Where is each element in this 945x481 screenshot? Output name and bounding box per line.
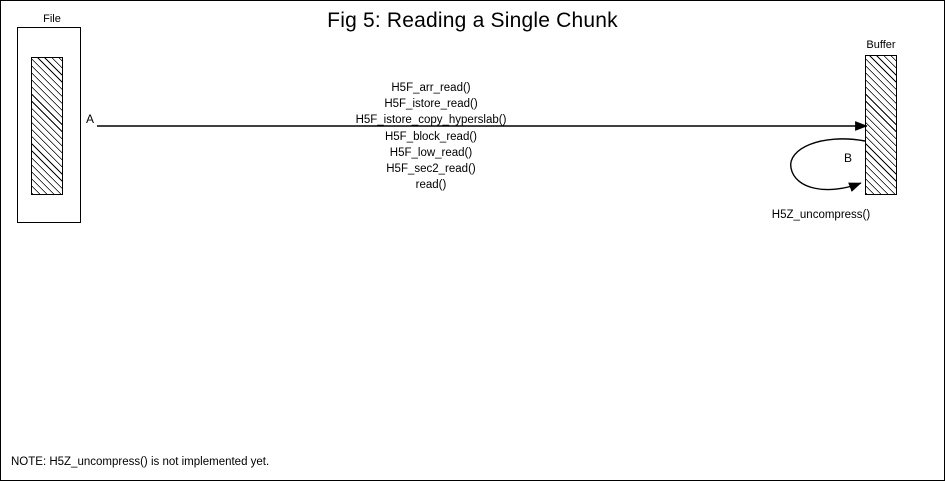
call-stack-list	[271, 80, 591, 193]
call-stack-item: H5F_istore_copy_hyperslab()	[355, 114, 507, 127]
marker-b: B	[844, 151, 853, 165]
call-stack-item: H5F_sec2_read()	[386, 163, 476, 176]
file-label: File	[43, 13, 61, 25]
arrows-overlay	[1, 1, 945, 481]
uncompress-label: H5Z_uncompress()	[771, 209, 871, 221]
buffer-label: Buffer	[866, 39, 896, 51]
call-stack-item: H5F_arr_read()	[391, 82, 471, 94]
buffer-box-hatched	[865, 55, 897, 195]
call-stack-item: H5F_istore_read()	[384, 98, 478, 111]
file-chunk-hatched	[31, 57, 63, 195]
call-stack-item: read()	[415, 179, 447, 192]
marker-a: A	[86, 112, 95, 126]
call-stack-item: H5F_low_read()	[389, 146, 473, 159]
page-title: Fig 5: Reading a Single Chunk	[327, 9, 618, 32]
uncompress-loop-arrow	[791, 139, 865, 190]
call-stack-item: H5F_block_read()	[384, 130, 478, 143]
footer-note: NOTE: H5Z_uncompress() is not implemented yet.	[11, 456, 270, 468]
